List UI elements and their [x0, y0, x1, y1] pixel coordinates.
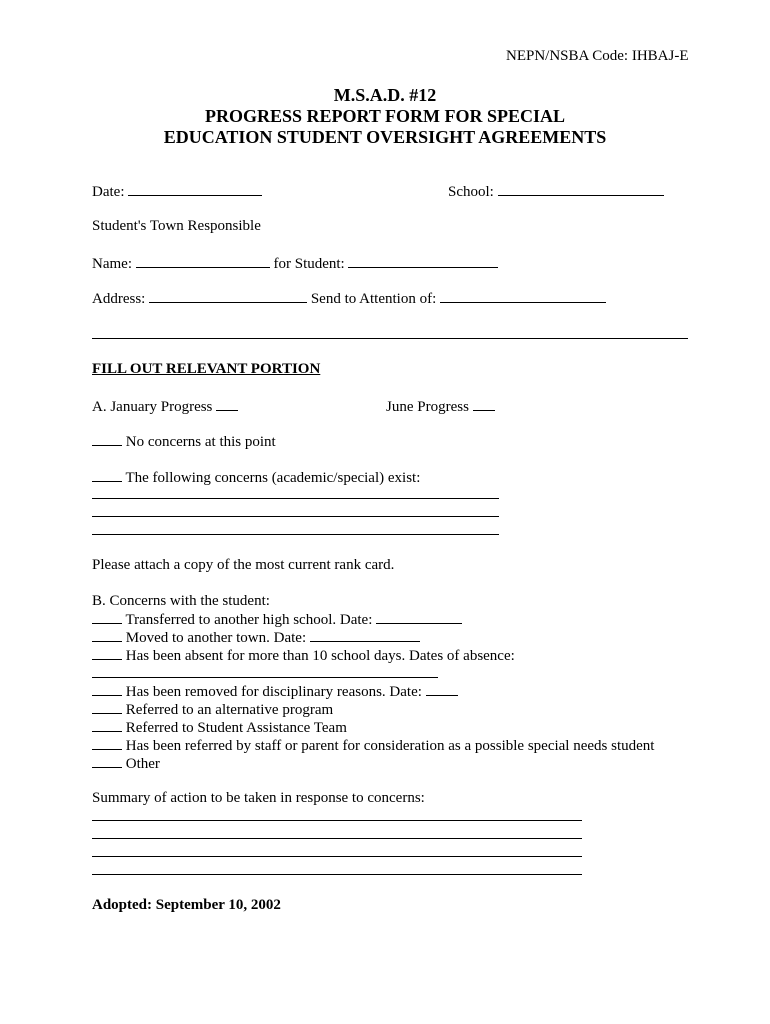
concern-item-special-needs	[92, 735, 654, 755]
attach-rank-card-note: Please attach a copy of the most current rank card.	[92, 557, 395, 573]
january-progress-label: A. January Progress	[92, 399, 213, 415]
address-field	[92, 288, 606, 308]
alternative-label: Referred to an alternative program	[125, 702, 334, 718]
disciplinary-check-blank[interactable]	[92, 681, 122, 696]
assistance-team-check-blank[interactable]	[92, 717, 122, 732]
summary-label: Summary of action to be taken in response to concerns:	[92, 790, 425, 806]
disciplinary-date-blank[interactable]	[426, 681, 458, 696]
moved-check-blank[interactable]	[92, 627, 122, 642]
name-label: Name:	[92, 256, 132, 272]
transferred-check-blank[interactable]	[92, 609, 122, 624]
transferred-date-blank[interactable]	[376, 609, 462, 624]
other-label: Other	[125, 756, 160, 772]
following-concerns-blank[interactable]	[92, 467, 122, 482]
january-progress-field	[92, 396, 238, 416]
special-needs-label: Has been referred by staff or parent for consideration as a possible special needs student	[125, 738, 655, 754]
concern-item-disciplinary	[92, 681, 458, 701]
concern-item-other	[92, 753, 160, 773]
school-field	[448, 181, 664, 201]
absent-check-blank[interactable]	[92, 645, 122, 660]
no-concerns-option	[92, 431, 276, 451]
concerns-line-3[interactable]	[92, 534, 499, 535]
send-attention-blank[interactable]	[440, 288, 606, 303]
absent-label: Has been absent for more than 10 school days. Dates of absence:	[125, 648, 515, 664]
summary-line-4[interactable]	[92, 874, 582, 875]
date-label: Date:	[92, 184, 125, 200]
following-concerns-label: The following concerns (academic/special) exist:	[125, 470, 421, 486]
january-progress-blank[interactable]	[216, 396, 238, 411]
title-line-3: EDUCATION STUDENT OVERSIGHT AGREEMENTS	[163, 127, 607, 147]
send-attention-label: Send to Attention of:	[310, 291, 437, 307]
concern-item-alternative	[92, 699, 333, 719]
following-concerns-option	[92, 467, 420, 487]
date-field	[92, 181, 262, 201]
for-student-blank[interactable]	[348, 253, 498, 268]
moved-date-blank[interactable]	[310, 627, 420, 642]
address-blank[interactable]	[149, 288, 307, 303]
address-label: Address:	[92, 291, 146, 307]
concerns-heading: B. Concerns with the student:	[92, 593, 270, 609]
concern-item-moved	[92, 627, 420, 647]
fill-out-heading: FILL OUT RELEVANT PORTION	[92, 361, 321, 377]
alternative-check-blank[interactable]	[92, 699, 122, 714]
special-needs-check-blank[interactable]	[92, 735, 122, 750]
divider-line	[92, 338, 688, 339]
moved-label: Moved to another town. Date:	[125, 630, 307, 646]
june-progress-field	[386, 396, 495, 416]
concerns-line-2[interactable]	[92, 516, 499, 517]
no-concerns-label: No concerns at this point	[125, 434, 276, 450]
name-field	[92, 253, 498, 273]
concern-item-absent	[92, 645, 515, 665]
title-line-2: PROGRESS REPORT FORM FOR SPECIAL	[204, 106, 566, 126]
summary-line-2[interactable]	[92, 838, 582, 839]
transferred-label: Transferred to another high school. Date:	[125, 612, 373, 628]
absence-dates-line[interactable]	[92, 677, 438, 678]
school-label: School:	[448, 184, 494, 200]
for-student-label: for Student:	[273, 256, 345, 272]
adopted-date: Adopted: September 10, 2002	[92, 897, 281, 913]
policy-code: NEPN/NSBA Code: IHBAJ-E	[506, 48, 689, 64]
june-progress-label: June Progress	[386, 399, 469, 415]
concern-item-assistance-team	[92, 717, 347, 737]
name-blank[interactable]	[136, 253, 270, 268]
summary-line-3[interactable]	[92, 856, 582, 857]
disciplinary-label: Has been removed for disciplinary reasons. Date:	[125, 684, 422, 700]
concern-item-transferred	[92, 609, 462, 629]
june-progress-blank[interactable]	[473, 396, 495, 411]
town-responsible-label: Student's Town Responsible	[92, 218, 261, 234]
assistance-team-label: Referred to Student Assistance Team	[125, 720, 347, 736]
concerns-line-1[interactable]	[92, 498, 499, 499]
title-line-1: M.S.A.D. #12	[333, 85, 437, 105]
summary-line-1[interactable]	[92, 820, 582, 821]
other-check-blank[interactable]	[92, 753, 122, 768]
date-blank[interactable]	[128, 181, 262, 196]
school-blank[interactable]	[498, 181, 664, 196]
no-concerns-blank[interactable]	[92, 431, 122, 446]
